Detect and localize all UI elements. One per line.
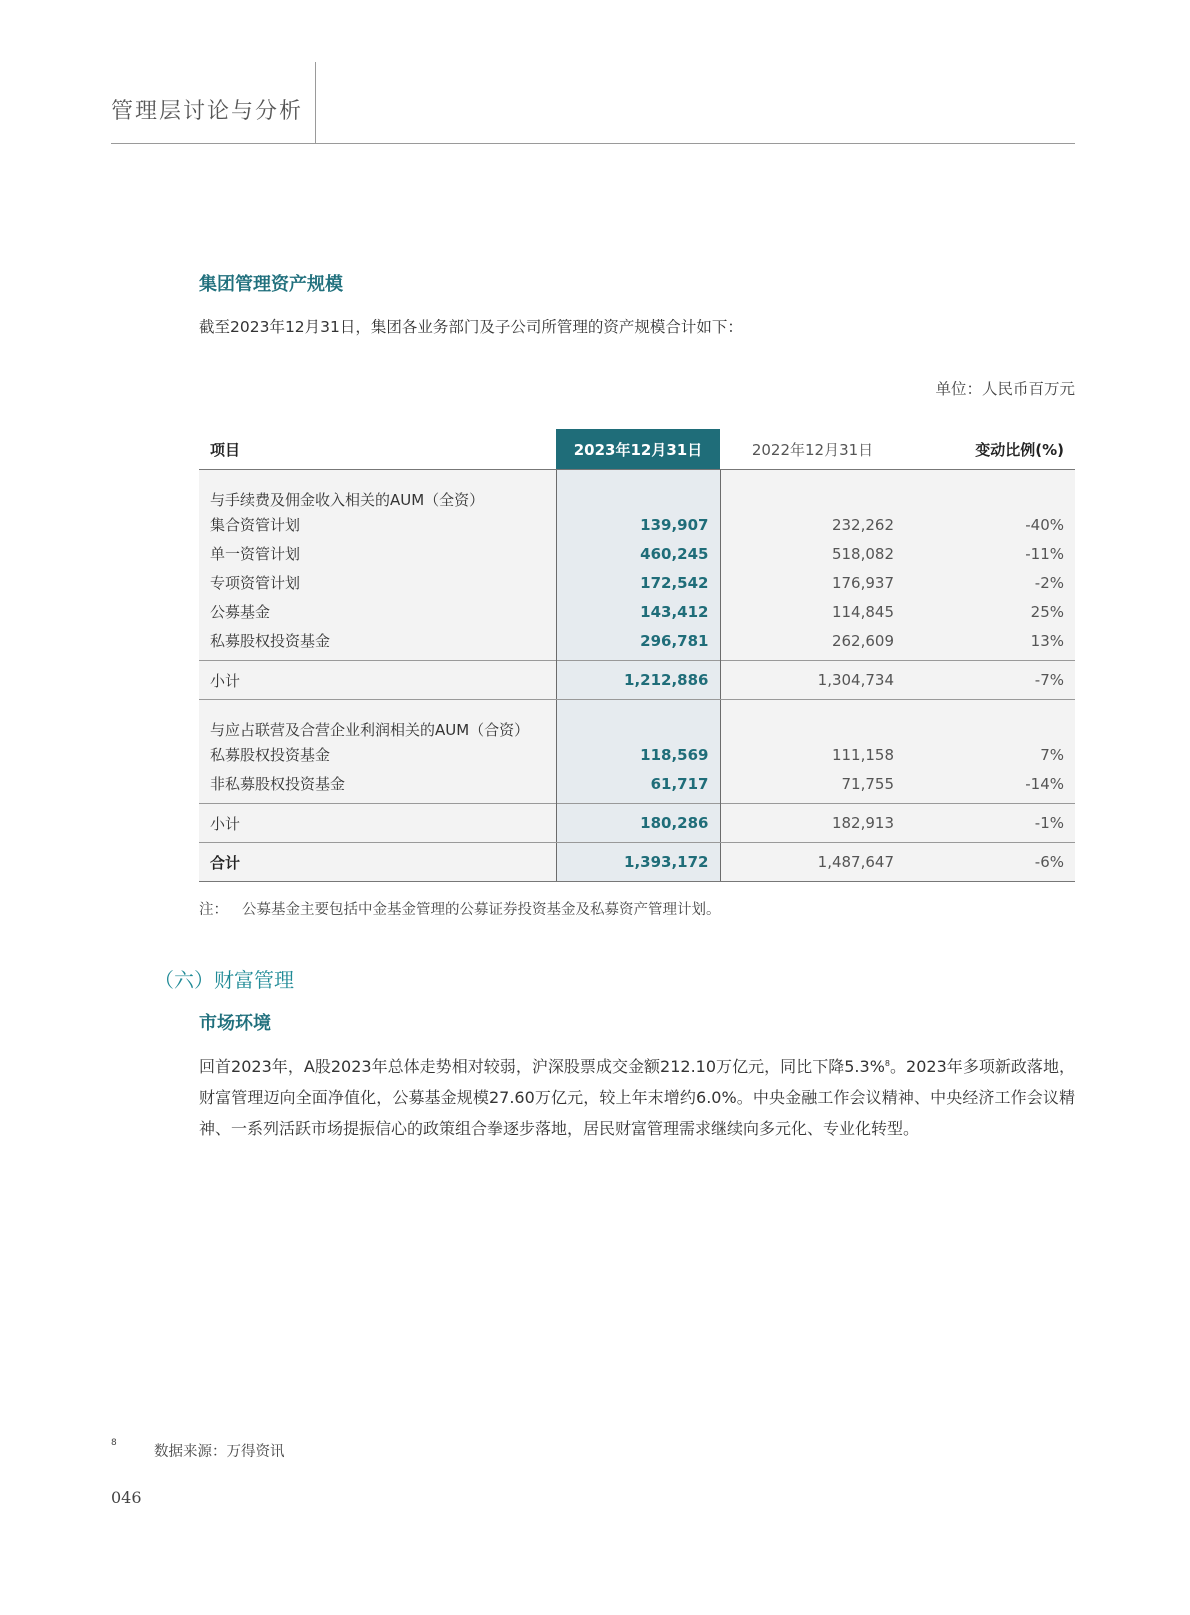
- wealth-section-title: （六）财富管理: [154, 968, 294, 992]
- subtotal-previous: 182,913: [720, 804, 905, 843]
- row-name: 专项资管计划: [199, 568, 556, 597]
- footnote-reference: 8: [884, 1059, 890, 1068]
- paragraph-text-part2: 。2023年多项新政落地，财富管理迈向全面净值化，公募基金规模27.60万亿元，较上年末增约6.0%。中央金融工作会议精神、中央经济工作会议精神、一系列活跃市场提振信心的政策组合拳逐步落地，居民财富管理需求继续向多元化、专业化转型。: [199, 1057, 1075, 1138]
- total-row: [199, 843, 1075, 882]
- table-row: [199, 510, 1075, 539]
- row-name: 非私募股权投资基金: [199, 769, 556, 804]
- page-header-title: 管理层讨论与分析: [111, 99, 304, 124]
- row-previous: 232,262: [720, 510, 905, 539]
- row-change: -11%: [905, 539, 1075, 568]
- unit-label: 单位：人民币百万元: [935, 380, 1075, 398]
- table-row: [199, 568, 1075, 597]
- row-previous: 176,937: [720, 568, 905, 597]
- note-label: 注：: [199, 902, 228, 918]
- row-previous: 262,609: [720, 626, 905, 661]
- subtotal-change: -7%: [905, 661, 1075, 700]
- total-previous: 1,487,647: [720, 843, 905, 882]
- page-number: 046: [111, 1488, 142, 1507]
- row-name: 私募股权投资基金: [199, 740, 556, 769]
- market-environment-heading: 市场环境: [199, 1013, 271, 1034]
- group-title-row: [199, 470, 1075, 511]
- footnote-marker: 8: [111, 1438, 117, 1448]
- table-row: [199, 597, 1075, 626]
- group-title: 与应占联营及合营企业利润相关的AUM（合资）: [199, 700, 556, 741]
- total-change: -6%: [905, 843, 1075, 882]
- note-text: 公募基金主要包括中金基金管理的公募证券投资基金及私募资产管理计划。: [242, 902, 721, 918]
- table-row: [199, 626, 1075, 661]
- group-title: 与手续费及佣金收入相关的AUM（全资）: [199, 470, 556, 511]
- row-name: 集合资管计划: [199, 510, 556, 539]
- row-change: 13%: [905, 626, 1075, 661]
- subtotal-label: 小计: [199, 804, 556, 843]
- subtotal-label: 小计: [199, 661, 556, 700]
- total-current: 1,393,172: [556, 843, 720, 882]
- total-label: 合计: [199, 843, 556, 882]
- header-item: 项目: [199, 429, 556, 470]
- header-divider-horizontal: [111, 143, 1075, 144]
- row-current: 143,412: [556, 597, 720, 626]
- subtotal-previous: 1,304,734: [720, 661, 905, 700]
- row-current: 139,907: [556, 510, 720, 539]
- subtotal-row: [199, 661, 1075, 700]
- row-name: 单一资管计划: [199, 539, 556, 568]
- row-change: 25%: [905, 597, 1075, 626]
- row-change: -14%: [905, 769, 1075, 804]
- row-previous: 114,845: [720, 597, 905, 626]
- market-environment-paragraph: [199, 1048, 1075, 1144]
- header-divider-vertical: [315, 62, 316, 144]
- row-change: -2%: [905, 568, 1075, 597]
- row-current: 118,569: [556, 740, 720, 769]
- row-name: 私募股权投资基金: [199, 626, 556, 661]
- row-previous: 111,158: [720, 740, 905, 769]
- footnote-text: 数据来源：万得资讯: [154, 1444, 285, 1460]
- table-header-row: [199, 429, 1075, 470]
- section-title: 集团管理资产规模: [199, 274, 343, 295]
- paragraph-text-part1: 回首2023年，A股2023年总体走势相对较弱，沪深股票成交金额212.10万亿元，同比下降5.3%: [199, 1057, 885, 1076]
- subtotal-current: 1,212,886: [556, 661, 720, 700]
- row-name: 公募基金: [199, 597, 556, 626]
- header-change: 变动比例(%): [905, 429, 1075, 470]
- table-row: [199, 769, 1075, 804]
- header-previous-year: 2022年12月31日: [720, 429, 905, 470]
- row-previous: 71,755: [720, 769, 905, 804]
- row-current: 61,717: [556, 769, 720, 804]
- table-row: [199, 740, 1075, 769]
- row-current: 296,781: [556, 626, 720, 661]
- row-current: 460,245: [556, 539, 720, 568]
- subtotal-change: -1%: [905, 804, 1075, 843]
- row-current: 172,542: [556, 568, 720, 597]
- row-change: -40%: [905, 510, 1075, 539]
- row-previous: 518,082: [720, 539, 905, 568]
- table-row: [199, 539, 1075, 568]
- group-title-row: [199, 700, 1075, 741]
- subtotal-current: 180,286: [556, 804, 720, 843]
- row-change: 7%: [905, 740, 1075, 769]
- header-current-year: 2023年12月31日: [556, 429, 720, 470]
- subtotal-row: [199, 804, 1075, 843]
- aum-table: [199, 429, 1075, 882]
- section-intro: 截至2023年12月31日，集团各业务部门及子公司所管理的资产规模合计如下：: [199, 318, 743, 336]
